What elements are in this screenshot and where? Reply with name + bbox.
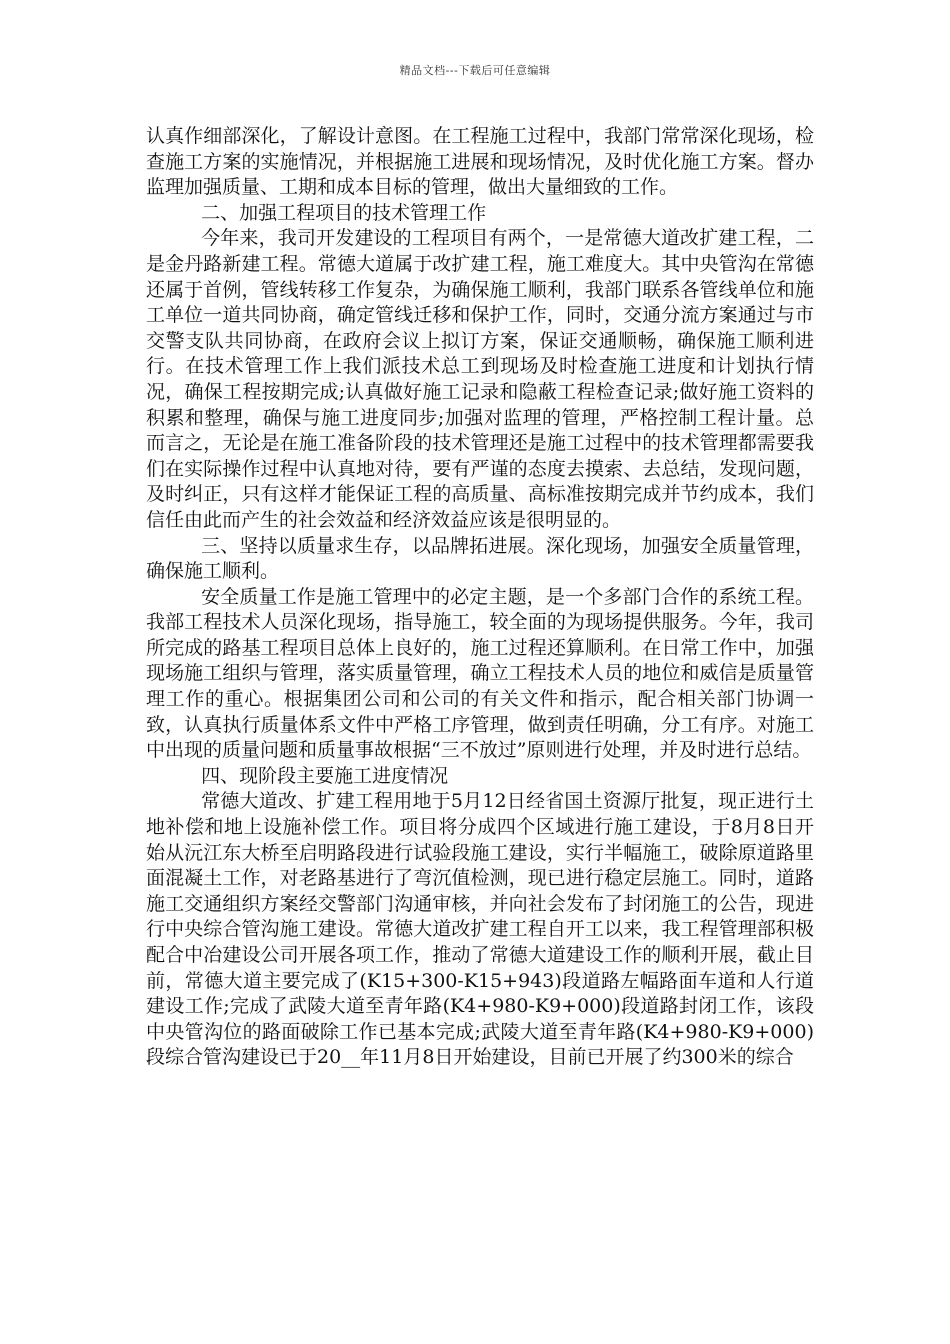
paragraph-quality-safety: 安全质量工作是施工管理中的必定主题，是一个多部门合作的系统工程。我部工程技术人员深化现场，指导施工，较全面的为现场提供服务。今年，我司所完成的路基工程项目总体上良好的，施工过程还算顺利。在日常工作中，加强现场施工组织与管理，落实质量管理，确立工程技术人员的地位和威信是质量管理工作的重心。根据集团公司和公司的有关文件和指示，配合相关部门协调一致，认真执行质量体系文件中严格工序管理，做到责任明确，分工有序。对施工中出现的质量问题和质量事故根据“三不放过”原则进行处理，并及时进行总结。 bbox=[146, 585, 814, 762]
section-heading-3: 三、坚持以质量求生存，以品牌拓进展。深化现场，加强安全质量管理，确保施工顺利。 bbox=[146, 534, 814, 583]
paragraph-continuation: 认真作细部深化，了解设计意图。在工程施工过程中，我部门常常深化现场，检查施工方案的实施情况，并根据施工进展和现场情况，及时优化施工方案。督办监理加强质量、工期和成本目标的管理，做出大量细致的工作。 bbox=[146, 125, 814, 199]
paragraph-technical-management: 今年来，我司开发建设的工程项目有两个，一是常德大道改扩建工程，二是金丹路新建工程。常德大道属于改扩建工程，施工难度大。其中央管沟在常德还属于首例，管线转移工作复杂，为确保施工顺利，我部门联系各管线单位和施工单位一道共同协商，确定管线迁移和保护工作，同时，交通分流方案通过与市交警支队共同协商，在政府会议上拟订方案，保证交通顺畅，确保施工顺利进行。在技术管理工作上我们派技术总工到现场及时检查施工进度和计划执行情况，确保工程按期完成;认真做好施工记录和隐蔽工程检查记录;做好施工资料的积累和整理，确保与施工进度同步;加强对监理的管理，严格控制工程计量。总而言之，无论是在施工准备阶段的技术管理还是施工过程中的技术管理都需要我们在实际操作过程中认真地对待，要有严谨的态度去摸索、去总结，发现问题，及时纠正，只有这样才能保证工程的高质量、高标准按期完成并节约成本，我们信任由此而产生的社会效益和经济效益应该是很明显的。 bbox=[146, 227, 814, 531]
paragraph-progress: 常德大道改、扩建工程用地于5月12日经省国土资源厅批复，现正进行土地补偿和地上设施补偿工作。项目将分成四个区域进行施工建设，于8月8日开始从沅江东大桥至启明路段进行试验段施工建设，实行半幅施工，破除原道路里面混凝土工作，对老路基进行了弯沉值检测，现已进行稳定层施工。同时，道路施工交通组织方案经交警部门沟通审核，并向社会发布了封闭施工的公告，现进行中央综合管沟施工建设。常德大道改扩建工程自开工以来，我工程管理部积极配合中冶建设公司开展各项工作，推动了常德大道建设工作的顺利开展，截止目前，常德大道主要完成了(K15+300-K15+943)段道路左幅路面车道和人行道建设工作;完成了武陵大道至青年路(K4+980-K9+000)段道路封闭工作，该段中央管沟位的路面破除工作已基本完成;武陵大道至青年路(K4+980-K9+000)段综合管沟建设已于20__年11月8日开始建设，目前已开展了约300米的综合 bbox=[146, 790, 814, 1069]
page-header: 精品文档---下载后可任意编辑 bbox=[399, 64, 551, 77]
section-heading-2: 二、加强工程项目的技术管理工作 bbox=[201, 201, 487, 224]
section-heading-4: 四、现阶段主要施工进度情况 bbox=[201, 764, 449, 787]
document-body bbox=[146, 124, 814, 1071]
